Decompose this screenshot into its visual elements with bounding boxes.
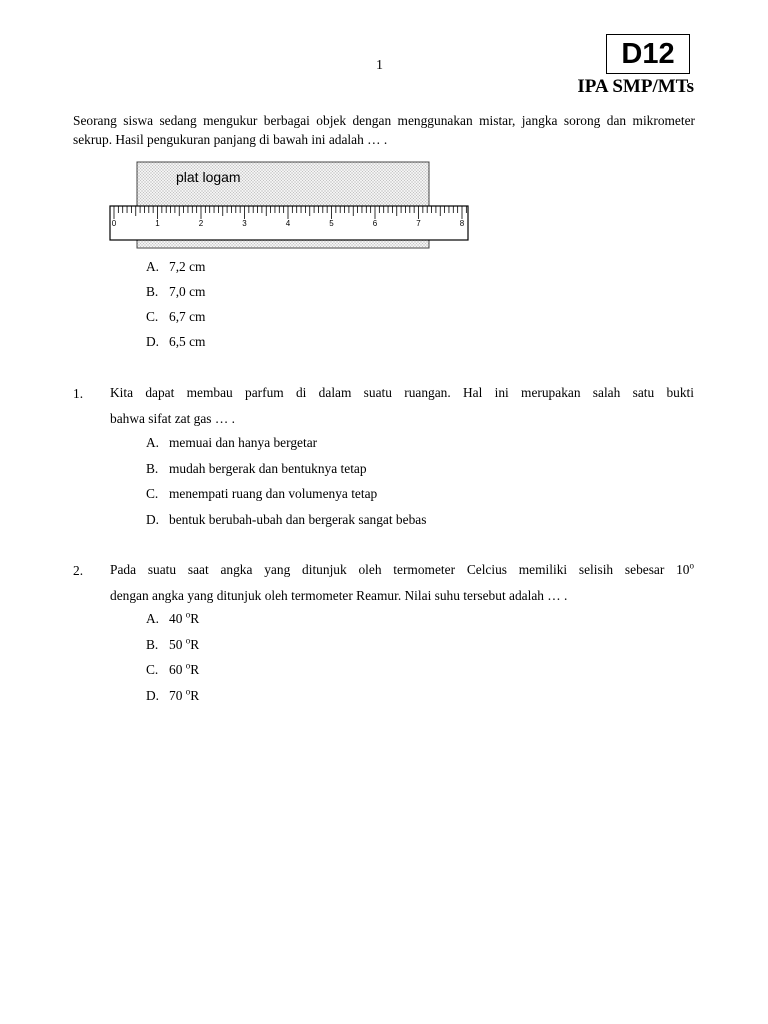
option-d[interactable] [146,334,205,350]
option-letter: A. [146,259,160,274]
ruler-tick-label: 5 [329,219,334,228]
ruler-tick-label: 6 [372,219,378,228]
option-text: 7,2 cm [169,259,206,274]
option-letter: C. [146,486,159,501]
option-text: 6,5 cm [169,334,206,349]
option-letter: D. [146,512,160,527]
intro-question-line-1: Seorang siswa sedang mengukur berbagai objek dengan menggunakan mistar, jangka sorong dan mikrometer [73,113,695,128]
q1-option-a[interactable] [146,435,317,451]
option-unit: R [190,662,200,677]
option-letter: A. [146,611,160,626]
q2-option-b[interactable] [146,637,199,653]
option-text: memuai dan hanya bergetar [169,435,318,450]
ruler-tick-label: 0 [111,219,117,228]
option-b[interactable] [146,284,205,300]
question-1-line-1: Kita dapat membau parfum di dalam suatu ruangan. Hal ini merupakan salah satu bukti [110,385,694,400]
option-letter: C. [146,662,159,677]
option-letter: B. [146,284,159,299]
question-number: 2. [73,563,84,578]
ruler-tick-label: 7 [416,219,421,228]
option-value: 70 [169,688,186,703]
degree-superscript: o [185,660,191,671]
option-unit: R [190,688,200,703]
degree-superscript: o [185,635,191,646]
intro-question-line-2: sekrup. Hasil pengukuran panjang di bawah ini adalah … . [73,132,388,147]
subject-title: IPA SMP/MTs [577,76,694,97]
option-letter: B. [146,461,159,476]
option-letter: D. [146,334,160,349]
q2-option-a[interactable] [146,611,199,627]
question-1-line-2: bahwa sifat zat gas … . [110,411,235,426]
option-letter: D. [146,688,160,703]
question-number: 1. [73,386,84,401]
q1-option-b[interactable] [146,461,367,477]
option-letter: B. [146,637,159,652]
option-a[interactable] [146,259,205,275]
question-1-text [110,380,694,432]
degree-superscript: o [185,609,191,620]
option-value: 60 [169,662,186,677]
question-2-line-2: dengan angka yang ditunjuk oleh termometer Reamur. Nilai suhu tersebut adalah … . [110,588,568,603]
option-text: mudah bergerak dan bentuknya tetap [169,461,367,476]
q1-option-d[interactable] [146,512,426,528]
ruler-tick-label: 8 [459,219,465,228]
option-text: menempati ruang dan volumenya tetap [169,486,378,501]
q2-option-c[interactable] [146,662,199,678]
page-number: 1 [376,58,383,73]
ruler-tick-label: 3 [242,219,247,228]
ruler-figure [108,160,470,252]
option-letter: A. [146,435,160,450]
ruler-tick-label: 2 [198,219,204,228]
q2-option-d[interactable] [146,688,199,704]
plate-label: plat logam [176,169,241,185]
ruler-tick-label: 4 [285,219,291,228]
exam-code-box: D12 [606,34,690,74]
option-c[interactable] [146,309,205,325]
option-letter: C. [146,309,159,324]
question-2-line-1 [110,557,694,583]
option-text: 6,7 cm [169,309,206,324]
intro-question-text [73,111,695,149]
degree-superscript: o [185,686,191,697]
q1-option-c[interactable] [146,486,377,502]
question-2-line-1-text: Pada suatu saat angka yang ditunjuk oleh termometer Celcius memiliki selisih sebesar 10 [110,562,690,577]
option-unit: R [190,611,200,626]
option-unit: R [190,637,200,652]
option-value: 40 [169,611,186,626]
option-value: 50 [169,637,186,652]
option-text: bentuk berubah-ubah dan bergerak sangat bebas [169,512,427,527]
degree-superscript: o [689,560,694,571]
option-text: 7,0 cm [169,284,206,299]
ruler-tick-label: 1 [155,219,160,228]
question-2-text [110,557,694,609]
